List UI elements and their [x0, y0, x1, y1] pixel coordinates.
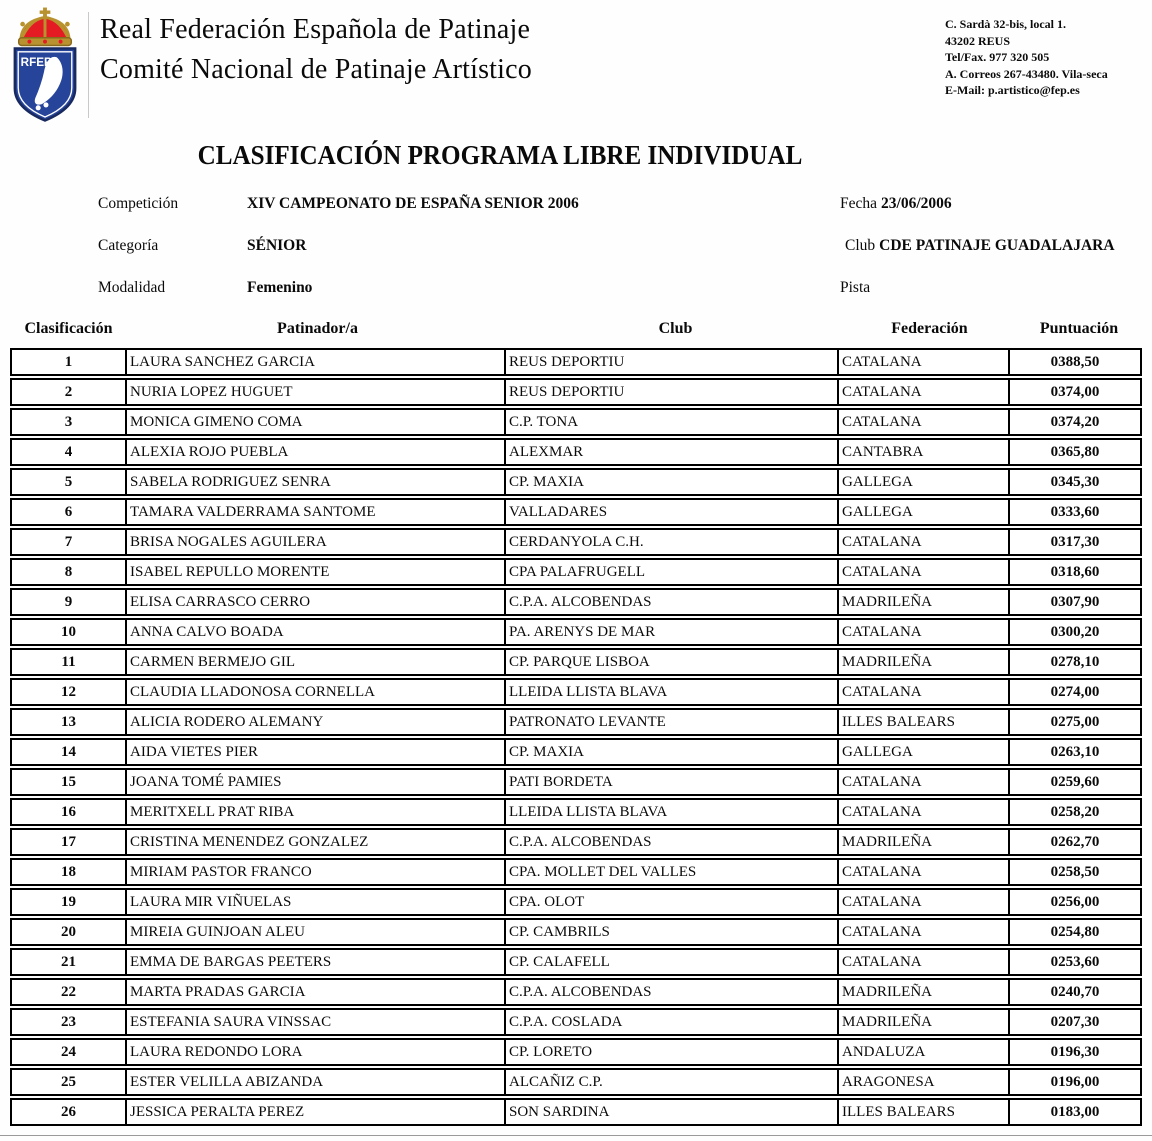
cell-position: 17 — [61, 833, 76, 850]
cell-federation: CATALANA — [837, 350, 1008, 374]
cell-club: LLEIDA LLISTA BLAVA — [504, 800, 837, 824]
cell-score: 0317,30 — [1008, 530, 1140, 554]
cell-position: 2 — [64, 383, 73, 400]
cell-score: 0262,70 — [1008, 830, 1140, 854]
cell-federation: CATALANA — [837, 770, 1008, 794]
contact-line-postal: A. Correos 267-43480. Vila-seca — [945, 66, 1108, 81]
org-title: Real Federación Española de Patinaje — [100, 14, 531, 45]
cell-skater: ESTEFANIA SAURA VINSSAC — [125, 1010, 504, 1034]
table-row — [10, 978, 1142, 1006]
cell-club: CPA. MOLLET DEL VALLES — [504, 860, 837, 884]
cell-score: 0196,30 — [1008, 1040, 1140, 1064]
contact-line-phone: Tel/Fax. 977 320 505 — [945, 50, 1050, 64]
column-header-position: Clasificación — [24, 320, 113, 337]
cell-skater: MERITXELL PRAT RIBA — [125, 800, 504, 824]
cell-club: C.P.A. ALCOBENDAS — [504, 830, 837, 854]
cell-federation: CATALANA — [837, 920, 1008, 944]
cell-score: 0274,00 — [1008, 680, 1140, 704]
cell-club: SON SARDINA — [504, 1100, 837, 1124]
cell-position: 15 — [61, 773, 76, 790]
cell-position: 24 — [61, 1043, 76, 1060]
table-row — [10, 1008, 1142, 1036]
cell-federation: GALLEGA — [837, 470, 1008, 494]
cell-score: 0365,80 — [1008, 440, 1140, 464]
committee-title: Comité Nacional de Patinaje Artístico — [100, 54, 532, 85]
cell-skater: LAURA SANCHEZ GARCIA — [125, 350, 504, 374]
cell-federation: CATALANA — [837, 410, 1008, 434]
cell-position: 26 — [61, 1103, 76, 1120]
cell-skater: MONICA GIMENO COMA — [125, 410, 504, 434]
rink-field — [840, 279, 870, 297]
cell-club: CP. CALAFELL — [504, 950, 837, 974]
club-field — [845, 237, 1115, 255]
cell-federation: ARAGONESA — [837, 1070, 1008, 1094]
cell-skater: MIREIA GUINJOAN ALEU — [125, 920, 504, 944]
cell-skater: ISABEL REPULLO MORENTE — [125, 560, 504, 584]
table-row — [10, 828, 1142, 856]
date-label: Fecha — [840, 195, 878, 212]
cell-federation: CATALANA — [837, 620, 1008, 644]
cell-skater: SABELA RODRIGUEZ SENRA — [125, 470, 504, 494]
cell-club: PATI BORDETA — [504, 770, 837, 794]
cell-federation: MADRILEÑA — [837, 1010, 1008, 1034]
cell-club: CPA PALAFRUGELL — [504, 560, 837, 584]
cell-club: CP. MAXIA — [504, 740, 837, 764]
table-row — [10, 948, 1142, 976]
cell-skater: EMMA DE BARGAS PEETERS — [125, 950, 504, 974]
category-value: SÉNIOR — [247, 237, 307, 254]
cell-federation: GALLEGA — [837, 740, 1008, 764]
cell-skater: CLAUDIA LLADONOSA CORNELLA — [125, 680, 504, 704]
cell-position: 18 — [61, 863, 76, 880]
cell-federation: CATALANA — [837, 950, 1008, 974]
cell-club: ALCAÑIZ C.P. — [504, 1070, 837, 1094]
cell-skater: LAURA REDONDO LORA — [125, 1040, 504, 1064]
cell-club: CP. MAXIA — [504, 470, 837, 494]
cell-score: 0263,10 — [1008, 740, 1140, 764]
cell-score: 0254,80 — [1008, 920, 1140, 944]
table-row — [10, 1038, 1142, 1066]
table-row — [10, 348, 1142, 376]
cell-club: PATRONATO LEVANTE — [504, 710, 837, 734]
table-row — [10, 498, 1142, 526]
club-label: Club — [845, 237, 876, 254]
cell-federation: CATALANA — [837, 560, 1008, 584]
cell-score: 0196,00 — [1008, 1070, 1140, 1094]
contact-line-email: E-Mail: p.artistico@fep.es — [945, 83, 1080, 97]
cell-skater: MIRIAM PASTOR FRANCO — [125, 860, 504, 884]
rfep-logo-abbr: RFEP — [20, 55, 52, 69]
cell-club: ALEXMAR — [504, 440, 837, 464]
table-row — [10, 588, 1142, 616]
cell-federation: CATALANA — [837, 680, 1008, 704]
cell-position: 7 — [64, 533, 73, 550]
cell-club: C.P.A. ALCOBENDAS — [504, 590, 837, 614]
cell-club: C.P.A. ALCOBENDAS — [504, 980, 837, 1004]
cell-skater: JOANA TOMÉ PAMIES — [125, 770, 504, 794]
cell-club: REUS DEPORTIU — [504, 350, 837, 374]
contact-line-city: 43202 REUS — [945, 33, 1011, 48]
cell-skater: CARMEN BERMEJO GIL — [125, 650, 504, 674]
cell-score: 0258,20 — [1008, 800, 1140, 824]
table-row — [10, 738, 1142, 766]
cell-score: 0333,60 — [1008, 500, 1140, 524]
cell-club: CP. LORETO — [504, 1040, 837, 1064]
cell-position: 16 — [61, 803, 76, 820]
cell-federation: CATALANA — [837, 860, 1008, 884]
cell-federation: CATALANA — [837, 890, 1008, 914]
cell-federation: MADRILEÑA — [837, 830, 1008, 854]
modality-value: Femenino — [247, 279, 313, 296]
contact-block — [945, 16, 1150, 99]
rfep-crest-icon — [8, 6, 82, 124]
page-title: CLASIFICACIÓN PROGRAMA LIBRE INDIVIDUAL — [197, 140, 803, 170]
cell-position: 25 — [61, 1073, 76, 1090]
cell-position: 19 — [61, 893, 76, 910]
cell-skater: ELISA CARRASCO CERRO — [125, 590, 504, 614]
table-row — [10, 708, 1142, 736]
header-divider — [88, 12, 89, 118]
table-row — [10, 558, 1142, 586]
cell-skater: MARTA PRADAS GARCIA — [125, 980, 504, 1004]
table-row — [10, 678, 1142, 706]
column-header-federation: Federación — [891, 320, 968, 337]
cell-position: 6 — [64, 503, 73, 520]
cell-club: VALLADARES — [504, 500, 837, 524]
cell-score: 0374,00 — [1008, 380, 1140, 404]
cell-position: 11 — [61, 653, 76, 670]
cell-club: CPA. OLOT — [504, 890, 837, 914]
cell-skater: CRISTINA MENENDEZ GONZALEZ — [125, 830, 504, 854]
cell-federation: CATALANA — [837, 530, 1008, 554]
results-table — [10, 348, 1142, 1128]
cell-score: 0256,00 — [1008, 890, 1140, 914]
cell-position: 22 — [61, 983, 76, 1000]
page-bottom-rule — [0, 1135, 1152, 1136]
contact-line-address: C. Sardà 32-bis, local 1. — [945, 17, 1067, 31]
cell-score: 0258,50 — [1008, 860, 1140, 884]
category-label: Categoría — [98, 237, 159, 254]
cell-skater: ALICIA RODERO ALEMANY — [125, 710, 504, 734]
cell-position: 23 — [61, 1013, 76, 1030]
cell-score: 0300,20 — [1008, 620, 1140, 644]
cell-position: 21 — [61, 953, 76, 970]
cell-federation: ANDALUZA — [837, 1040, 1008, 1064]
cell-federation: CATALANA — [837, 800, 1008, 824]
cell-position: 1 — [64, 353, 73, 370]
cell-score: 0307,90 — [1008, 590, 1140, 614]
cell-score: 0207,30 — [1008, 1010, 1140, 1034]
cell-score: 0183,00 — [1008, 1100, 1140, 1124]
cell-club: CERDANYOLA C.H. — [504, 530, 837, 554]
competition-value: XIV CAMPEONATO DE ESPAÑA SENIOR 2006 — [247, 195, 579, 212]
table-row — [10, 768, 1142, 796]
date-value: 23/06/2006 — [881, 195, 952, 212]
column-header-skater: Patinador/a — [277, 320, 358, 337]
table-row — [10, 798, 1142, 826]
column-header-score: Puntuación — [1039, 320, 1119, 337]
cell-position: 14 — [61, 743, 76, 760]
table-row — [10, 1068, 1142, 1096]
cell-skater: ALEXIA ROJO PUEBLA — [125, 440, 504, 464]
cell-skater: ANNA CALVO BOADA — [125, 620, 504, 644]
table-header-row — [10, 320, 1142, 338]
cell-skater: JESSICA PERALTA PEREZ — [125, 1100, 504, 1124]
cell-position: 3 — [64, 413, 73, 430]
cell-federation: MADRILEÑA — [837, 650, 1008, 674]
table-row — [10, 408, 1142, 436]
competition-label: Competición — [98, 195, 179, 212]
cell-score: 0240,70 — [1008, 980, 1140, 1004]
cell-club: CP. PARQUE LISBOA — [504, 650, 837, 674]
cell-club: C.P. TONA — [504, 410, 837, 434]
club-value: CDE PATINAJE GUADALAJARA — [879, 237, 1115, 254]
cell-position: 9 — [64, 593, 73, 610]
cell-score: 0275,00 — [1008, 710, 1140, 734]
cell-federation: CATALANA — [837, 380, 1008, 404]
table-row — [10, 378, 1142, 406]
table-row — [10, 648, 1142, 676]
table-row — [10, 468, 1142, 496]
table-row — [10, 618, 1142, 646]
table-row — [10, 438, 1142, 466]
cell-federation: ILLES BALEARS — [837, 1100, 1008, 1124]
cell-position: 12 — [61, 683, 76, 700]
cell-skater: BRISA NOGALES AGUILERA — [125, 530, 504, 554]
table-row — [10, 1098, 1142, 1126]
cell-score: 0374,20 — [1008, 410, 1140, 434]
cell-federation: CANTABRA — [837, 440, 1008, 464]
table-row — [10, 888, 1142, 916]
cell-club: C.P.A. COSLADA — [504, 1010, 837, 1034]
cell-position: 5 — [64, 473, 73, 490]
cell-position: 8 — [64, 563, 73, 580]
cell-club: PA. ARENYS DE MAR — [504, 620, 837, 644]
cell-skater: TAMARA VALDERRAMA SANTOME — [125, 500, 504, 524]
cell-federation: GALLEGA — [837, 500, 1008, 524]
cell-federation: MADRILEÑA — [837, 590, 1008, 614]
cell-score: 0388,50 — [1008, 350, 1140, 374]
cell-score: 0278,10 — [1008, 650, 1140, 674]
cell-skater: LAURA MIR VIÑUELAS — [125, 890, 504, 914]
cell-federation: ILLES BALEARS — [837, 710, 1008, 734]
modality-label: Modalidad — [98, 279, 166, 296]
cell-position: 20 — [61, 923, 76, 940]
table-row — [10, 528, 1142, 556]
cell-score: 0318,60 — [1008, 560, 1140, 584]
cell-score: 0253,60 — [1008, 950, 1140, 974]
cell-position: 4 — [64, 443, 73, 460]
cell-federation: MADRILEÑA — [837, 980, 1008, 1004]
cell-position: 10 — [61, 623, 76, 640]
table-row — [10, 918, 1142, 946]
rink-label: Pista — [840, 279, 871, 296]
cell-club: REUS DEPORTIU — [504, 380, 837, 404]
cell-club: LLEIDA LLISTA BLAVA — [504, 680, 837, 704]
cell-skater: NURIA LOPEZ HUGUET — [125, 380, 504, 404]
column-header-club: Club — [658, 320, 693, 337]
table-row — [10, 858, 1142, 886]
cell-position: 13 — [61, 713, 76, 730]
date-field — [840, 195, 952, 213]
cell-skater: ESTER VELILLA ABIZANDA — [125, 1070, 504, 1094]
cell-score: 0345,30 — [1008, 470, 1140, 494]
cell-skater: AIDA VIETES PIER — [125, 740, 504, 764]
cell-score: 0259,60 — [1008, 770, 1140, 794]
cell-club: CP. CAMBRILS — [504, 920, 837, 944]
